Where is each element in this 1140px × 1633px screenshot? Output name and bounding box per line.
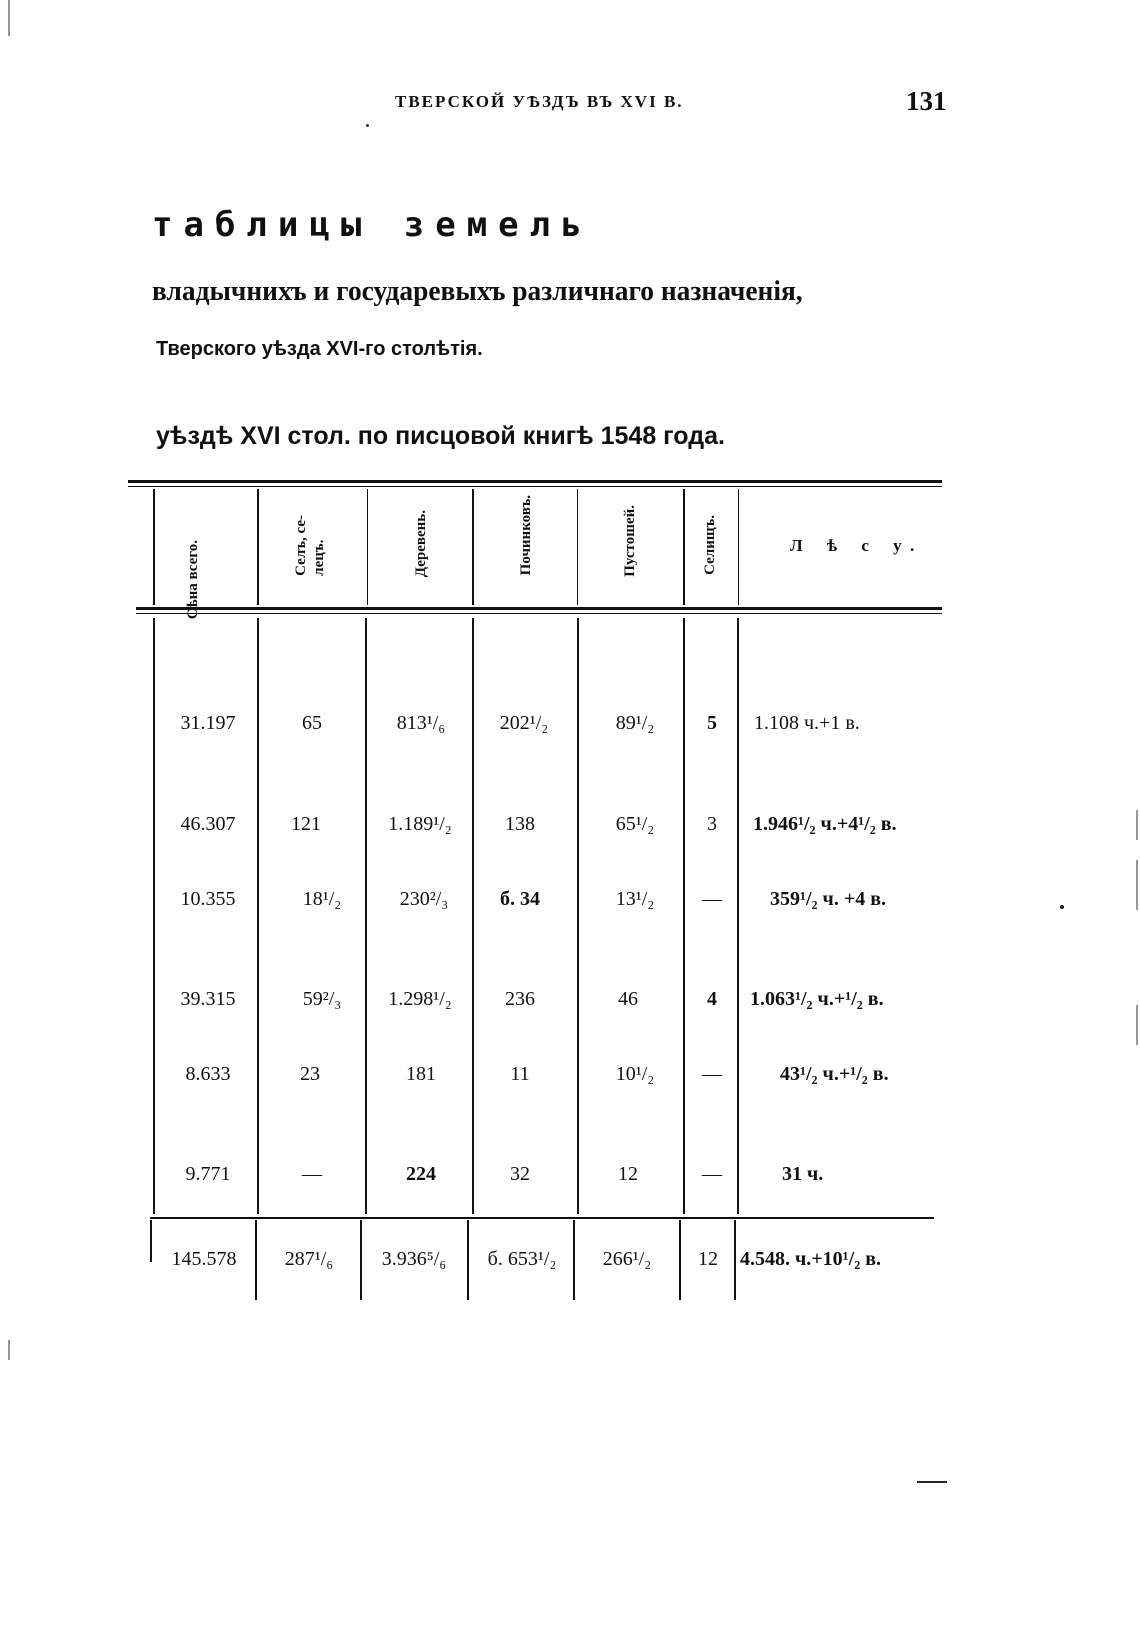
- table-cell: 3: [707, 813, 717, 835]
- header-divider: [577, 489, 578, 605]
- col-header-hay: Сѣна всего.: [185, 540, 201, 620]
- table-cell: 1.108 ч.+1 в.: [754, 712, 860, 734]
- table-cell: 32: [510, 1163, 530, 1185]
- main-title: таблицы земель: [152, 205, 593, 245]
- totals-divider: [467, 1220, 469, 1300]
- table-cell: 23: [300, 1063, 320, 1085]
- table-cell: 11: [510, 1063, 530, 1085]
- table-cell: —: [702, 888, 722, 910]
- col-header-hamlets: Деревень.: [413, 510, 429, 578]
- totals-rule: [150, 1217, 934, 1219]
- col-header-former-villages: Селищъ.: [702, 515, 718, 575]
- table-cell: 10.355: [180, 888, 236, 910]
- body-divider: [153, 618, 155, 1214]
- col-header-clearings: Починковъ.: [518, 495, 534, 576]
- header-divider: [153, 489, 155, 605]
- table-cell: 9.771: [185, 1163, 231, 1185]
- totals-divider: [573, 1220, 575, 1300]
- section-title: уѣздѣ XVI стол. по писцовой книгѣ 1548 года.: [156, 422, 725, 450]
- table-cell: 813¹/₆: [396, 712, 446, 734]
- table-top-rule: [128, 480, 942, 483]
- table-cell: 1.946¹/₂ ч.+4¹/₂ в.: [753, 813, 897, 835]
- totals-divider: [150, 1220, 152, 1262]
- totals-divider: [734, 1220, 736, 1300]
- subtitle: владычнихъ и государевыхъ различнаго назначенія,: [152, 276, 803, 307]
- totals-cell: 287¹/₆: [284, 1248, 334, 1270]
- scan-edge-mark: [1136, 860, 1138, 910]
- totals-cell: 145.578: [171, 1248, 237, 1270]
- totals-cell: 4.548. ч.+10¹/₂ в.: [740, 1248, 882, 1270]
- table-cell: 12: [618, 1163, 638, 1185]
- table-cell: 89¹/₂: [615, 712, 655, 734]
- running-title: ТВЕРСКОЙ УѢЗДЪ ВЪ XVI В.: [395, 92, 684, 111]
- table-cell: 181: [406, 1063, 436, 1085]
- header-divider: [257, 489, 259, 605]
- table-cell: 39.315: [180, 988, 236, 1010]
- body-divider: [577, 618, 579, 1214]
- scan-edge-mark: [1060, 905, 1064, 909]
- body-divider: [737, 618, 739, 1214]
- subtitle-secondary: Тверского уѣзда XVI-го столѣтія.: [156, 338, 483, 360]
- header-divider: [472, 489, 474, 605]
- totals-cell: 266¹/₂: [602, 1248, 652, 1270]
- table-cell: 5: [707, 712, 717, 734]
- scan-edge-mark: [1136, 1005, 1138, 1045]
- table-cell: 236: [505, 988, 535, 1010]
- table-cell: 43¹/₂ ч.+¹/₂ в.: [780, 1063, 889, 1085]
- table-cell: 10¹/₂: [615, 1063, 655, 1085]
- header-divider: [367, 489, 368, 605]
- header-bottom-rule: [136, 607, 942, 610]
- table-cell: 1.063¹/₂ ч.+¹/₂ в.: [750, 988, 884, 1010]
- stray-dot: [366, 124, 369, 127]
- header-bottom-rule-thin: [136, 613, 942, 614]
- table-cell: 1.189¹/₂: [388, 813, 452, 835]
- table-cell: 18¹/₂: [302, 888, 342, 910]
- scan-edge-mark: [8, 0, 10, 36]
- table-cell: 224: [406, 1163, 436, 1185]
- table-cell: —: [702, 1063, 722, 1085]
- col-header-villages: Селъ, се- лецъ.: [293, 515, 327, 576]
- body-divider: [472, 618, 474, 1214]
- page-number: 131: [906, 86, 947, 116]
- table-cell: 1.298¹/₂: [388, 988, 452, 1010]
- totals-cell: б. 653¹/₂: [487, 1248, 557, 1270]
- bottom-dash: [917, 1481, 947, 1483]
- table-cell: 46.307: [180, 813, 236, 835]
- table-cell: 65: [302, 712, 322, 734]
- table-cell: 31 ч.: [782, 1163, 824, 1185]
- body-divider: [365, 618, 367, 1214]
- table-cell: 230²/₃: [399, 888, 449, 910]
- header-divider: [738, 489, 739, 605]
- table-cell: 13¹/₂: [615, 888, 655, 910]
- body-divider: [683, 618, 685, 1214]
- col-header-wastelands: Пустошей.: [622, 505, 638, 577]
- table-top-rule-thin: [128, 486, 942, 487]
- table-cell: 8.633: [185, 1063, 231, 1085]
- table-cell: 138: [505, 813, 535, 835]
- table-cell: —: [302, 1163, 322, 1185]
- table-cell: 202¹/₂: [499, 712, 549, 734]
- scan-edge-mark: [8, 1340, 10, 1360]
- table-cell: 31.197: [180, 712, 236, 734]
- table-cell: б. 34: [500, 888, 540, 910]
- table-cell: 59²/₃: [302, 988, 342, 1010]
- body-divider: [257, 618, 259, 1214]
- table-cell: 359¹/₂ ч. +4 в.: [770, 888, 887, 910]
- totals-cell: 3.936⁵/₆: [381, 1248, 447, 1270]
- scan-edge-mark: [1136, 810, 1138, 840]
- totals-cell: 12: [698, 1248, 718, 1270]
- header-divider: [683, 489, 685, 605]
- table-cell: 65¹/₂: [615, 813, 655, 835]
- col-header-forest: Л ѣ с у.: [790, 536, 925, 555]
- totals-divider: [255, 1220, 257, 1300]
- table-cell: 121: [291, 813, 321, 835]
- table-cell: 46: [618, 988, 638, 1010]
- table-cell: —: [702, 1163, 722, 1185]
- table-cell: 4: [707, 988, 717, 1010]
- totals-divider: [679, 1220, 681, 1300]
